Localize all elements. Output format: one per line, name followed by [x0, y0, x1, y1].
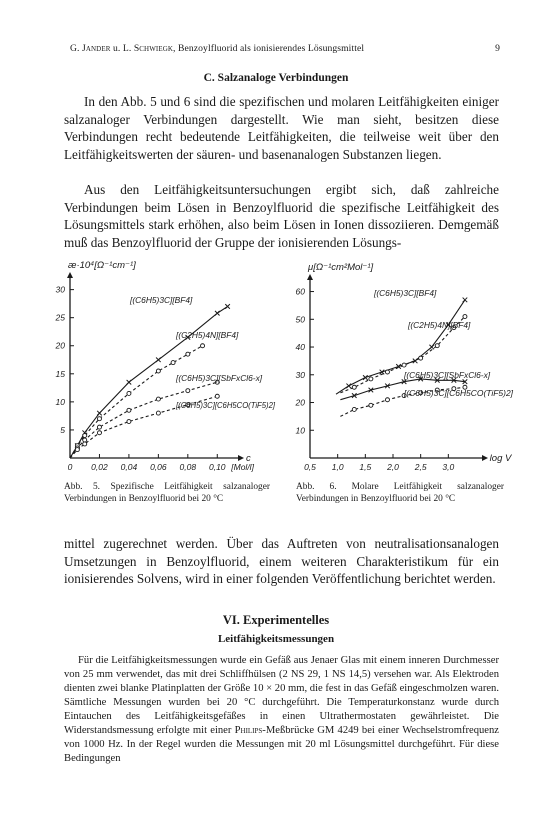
figure-6-caption: Abb. 6. Molare Leitfähigkeit salzanaloger Verbindungen in Benzoylfluorid bei 20 °C — [296, 482, 504, 504]
y-tick-label: 20 — [295, 397, 305, 408]
data-point-cross — [156, 357, 161, 362]
header-author2: L. Schwiegk — [122, 43, 174, 54]
series-label: [(C6H5)3C][BF4] — [130, 295, 193, 305]
section-c-paragraph-2: Aus den Leitfähigkeitsuntersuchungen ergibt sich, daß zahlreiche Verbindungen beim Lösen in Benzoylfluorid die spezifische Leitfähigkeit des Lösungsmittels stark erhöhen, also beim Lösen in Ionen dissoziieren. Demgemäß muß das Benzoylfluorid der Gruppe der ionisierenden Lösungs- — [64, 182, 499, 250]
data-point-circle — [97, 417, 101, 421]
series-label: [(C6H5)3C][C6H5CO(TiF5)2] — [175, 400, 276, 410]
data-point-cross — [215, 311, 220, 316]
x-axis-arrow — [482, 455, 488, 461]
data-point-circle — [435, 344, 439, 348]
x-tick-label: 2,0 — [387, 462, 399, 472]
data-point-circle — [369, 403, 373, 407]
y-axis-arrow — [67, 272, 73, 278]
y-tick-label: 30 — [55, 284, 65, 295]
y-tick-label: 25 — [55, 312, 65, 323]
series-label: [(C6H5)3C][SbFxCl6-x] — [176, 373, 263, 383]
data-point-circle — [352, 385, 356, 389]
figure-5-caption: Abb. 5. Spezifische Leitfähigkeit salzanaloger Verbindungen in Benzoylfluorid bei 20 °C — [64, 482, 270, 504]
series-label: [(C6H5)3C][C6H5CO(TiF5)2] — [402, 388, 514, 398]
data-point-circle — [156, 397, 160, 401]
series-line — [70, 382, 217, 458]
figure-6-chart — [296, 258, 514, 476]
section-vi-paragraph — [64, 654, 499, 766]
page-number: 9 — [495, 43, 500, 54]
data-point-circle — [97, 431, 101, 435]
header-connector: u. — [112, 43, 121, 54]
data-point-circle — [83, 434, 87, 438]
y-tick-label: 5 — [60, 424, 65, 435]
header-author1: G. Jander — [70, 43, 111, 54]
series-label: [(C6H5)3C][BF4] — [374, 288, 437, 298]
y-axis-label: μ[Ω⁻¹cm²Mol⁻¹] — [308, 262, 374, 273]
series-label: [(C6H5)3C][SbFxCl6-x] — [404, 370, 491, 380]
data-point-circle — [186, 389, 190, 393]
y-axis-label: æ·10⁴[Ω⁻¹cm⁻¹] — [68, 260, 136, 271]
section-c-paragraph-3: mittel zugerechnet werden. Über das Auftreten von neutralisationsanalogen Umsetzungen in Benzoylfluorid, einem weiteren Charakteristikum für ein ionisierendes Solvens, wird in einer folgenden Veröffentlichung berichtet werden. — [64, 536, 499, 587]
data-point-circle — [156, 369, 160, 373]
x-tick-label: 3,0 — [442, 462, 455, 472]
x-tick-label: 0,5 — [304, 462, 316, 472]
x-axis-label: c — [246, 453, 251, 464]
x-tick-label: 1,0 — [331, 462, 344, 472]
data-point-circle — [171, 361, 175, 365]
y-tick-label: 30 — [295, 369, 305, 380]
y-tick-label: 10 — [55, 396, 65, 407]
x-tick-label: 0,06 — [150, 462, 167, 472]
series-label: [(C2H5)4N][BF4] — [176, 330, 239, 340]
section-vi-text-start: Für die Leitfähigkeitsmessungen wurde ein Gefäß aus Jenaer Glas mit einem inneren Durchmesser von 25 mm verwendet, das mit drei Schliffhülsen (2 NS 29, 1 NS 14,5) versehen war. Als Elektroden dienten zwei blanke Platinplatten der Größe 10 × 20 mm, die fest in das Gefäß eingeschmolzen waren. Sämtliche Messungen wurden bei 20 °C durchgeführt. Die Temperaturkonstanz wurde durch Eintauchen des Leitfähigkeitsgefäßes in einen Ultrathermostaten gewährleistet. Die Widerstandsmessung erfolgte mit einer — [64, 655, 499, 736]
data-point-circle — [156, 411, 160, 415]
y-tick-label: 40 — [295, 342, 305, 353]
figure-5-chart — [55, 258, 276, 476]
section-vi-title: VI. Experimentelles — [222, 613, 330, 627]
data-point-cross — [429, 345, 434, 350]
data-point-circle — [463, 315, 467, 319]
x-tick-label: 1,5 — [359, 462, 372, 472]
data-point-circle — [83, 438, 87, 442]
y-tick-label: 10 — [295, 425, 305, 436]
section-vi-brand: Philips — [234, 725, 263, 736]
header-title: , Benzoylfluorid als ionisierendes Lösungsmittel — [173, 43, 365, 54]
y-tick-label: 15 — [55, 368, 65, 379]
y-tick-label: 60 — [295, 286, 305, 297]
section-vi-text-end: -Meßbrücke GM 4249 bei einer Wechselstromfrequenz von 1000 Hz. In der Regel wurden die Messungen mit 20 ml Lösungsmittel durchgeführt. Für diese Bedingungen — [64, 725, 499, 764]
section-c-paragraph-1: In den Abb. 5 und 6 sind die spezifischen und molaren Leitfähigkeiten einiger salzanaloger Verbindungen dargestellt. Wie man sieht, besitzen diese Verbindungen recht bedeutende Leitfähigkeiten, die teilweise weit über den Leitfähigkeitswerten der säuren- und basenanalogen Substanzen liegen. — [64, 94, 499, 162]
x-tick-label: 2,5 — [414, 462, 427, 472]
data-point-cross — [97, 411, 102, 416]
x-tick-label: 0,02 — [91, 462, 108, 472]
data-point-circle — [97, 425, 101, 429]
data-point-circle — [75, 448, 79, 452]
data-point-circle — [83, 442, 87, 446]
y-tick-label: 50 — [295, 314, 305, 325]
data-point-circle — [419, 356, 423, 360]
data-point-circle — [201, 344, 205, 348]
data-point-circle — [352, 407, 356, 411]
data-point-cross — [463, 298, 468, 303]
data-point-cross — [225, 304, 230, 309]
x-axis-label: log V — [489, 453, 512, 464]
data-point-cross — [363, 375, 368, 380]
data-point-circle — [127, 391, 131, 395]
x-tick-label: 0,10 — [208, 462, 226, 472]
x-axis-arrow — [238, 455, 244, 461]
series-label: [(C2H5)4N][BF4] — [408, 320, 471, 330]
y-axis-arrow — [307, 274, 313, 280]
data-point-circle — [215, 394, 219, 398]
data-point-circle — [127, 420, 131, 424]
section-c-title: C. Salzanaloge Verbindungen — [203, 72, 349, 84]
y-tick-label: 20 — [55, 340, 65, 351]
running-header — [70, 43, 500, 54]
x-tick-label: 0,08 — [179, 462, 197, 472]
section-vi-subtitle: Leitfähigkeitsmessungen — [217, 633, 335, 645]
data-point-circle — [402, 363, 406, 367]
data-point-circle — [385, 398, 389, 402]
data-point-cross — [127, 380, 132, 385]
data-point-circle — [369, 377, 373, 381]
x-tick-label: 0 — [67, 462, 73, 472]
x-tick-label: 0,04 — [120, 462, 138, 472]
data-point-circle — [186, 352, 190, 356]
data-point-cross — [346, 384, 351, 389]
x-unit-label: [Mol/l] — [231, 462, 254, 472]
data-point-circle — [127, 408, 131, 412]
data-point-circle — [385, 370, 389, 374]
